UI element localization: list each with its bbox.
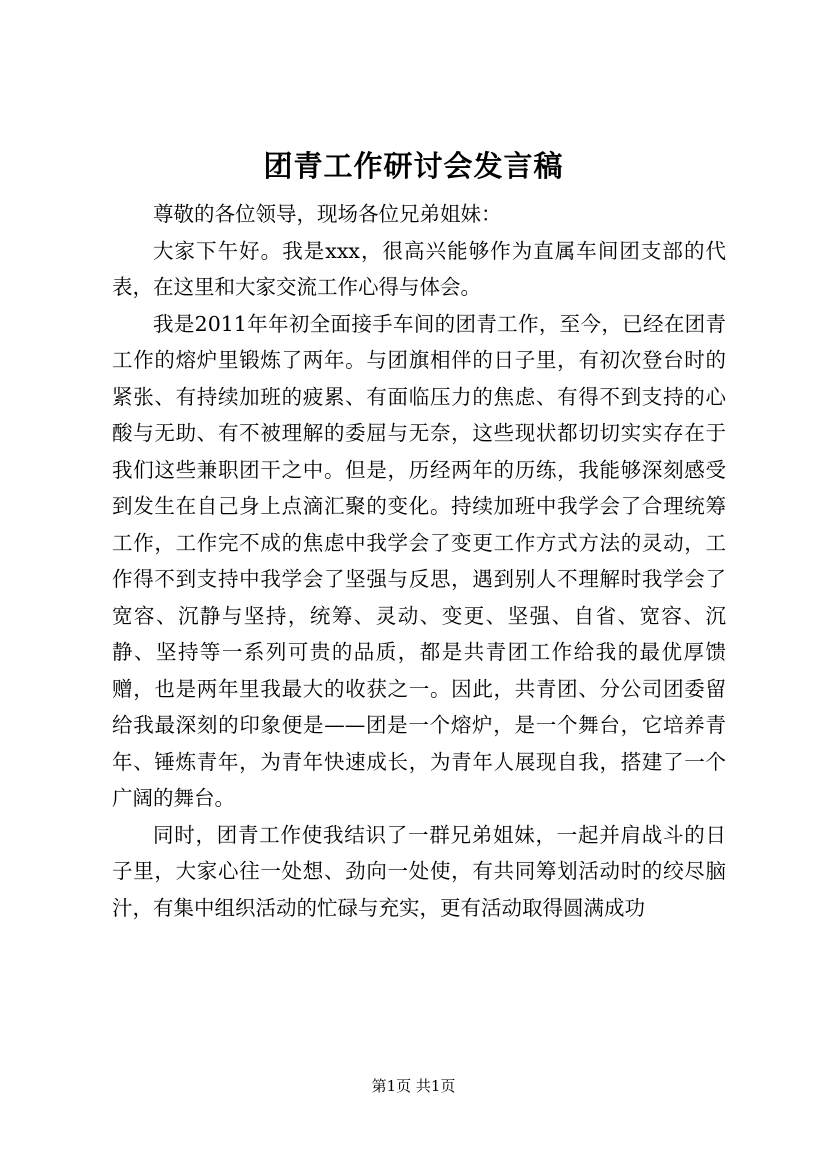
page-footer: 第1页 共1页 [371,1077,456,1095]
body-paragraph: 大家下午好。我是xxx，很高兴能够作为直属车间团支部的代表，在这里和大家交流工作心得与体会。 [112,238,726,299]
document-title: 团青工作研讨会发言稿 [263,149,564,183]
body-paragraph: 同时，团青工作使我结识了一群兄弟姐妹，一起并肩战斗的日子里，大家心往一处想、劲向一处使，有共同筹划活动时的绞尽脑汁，有集中组织活动的忙碌与充实，更有活动取得圆满成功 [112,822,726,920]
document-body [112,196,726,926]
salutation-paragraph: 尊敬的各位领导，现场各位兄弟姐妹： [153,202,502,226]
body-paragraph: 我是2011年年初全面接手车间的团青工作，至今，已经在团青工作的熔炉里锻炼了两年。与团旗相伴的日子里，有初次登台时的紧张、有持续加班的疲累、有面临压力的焦虑、有得不到支持的心酸与无助、有不被理解的委屈与无奈，这些现状都切切实实存在于我们这些兼职团干之中。但是，历经两年的历练，我能够深刻感受到发生在自己身上点滴汇聚的变化。持续加班中我学会了合理统筹工作，工作完不成的焦虑中我学会了变更工作方式方法的灵动，工作得不到支持中我学会了坚强与反思，遇到别人不理解时我学会了宽容、沉静与坚持，统筹、灵动、变更、坚强、自省、宽容、沉静、坚持等一系列可贵的品质，都是共青团工作给我的最优厚馈赠，也是两年里我最大的收获之一。因此，共青团、分公司团委留给我最深刻的印象便是——团是一个熔炉，是一个舞台，它培养青年、锤炼青年，为青年快速成长，为青年人展现自我，搭建了一个广阔的舞台。 [112,311,726,810]
